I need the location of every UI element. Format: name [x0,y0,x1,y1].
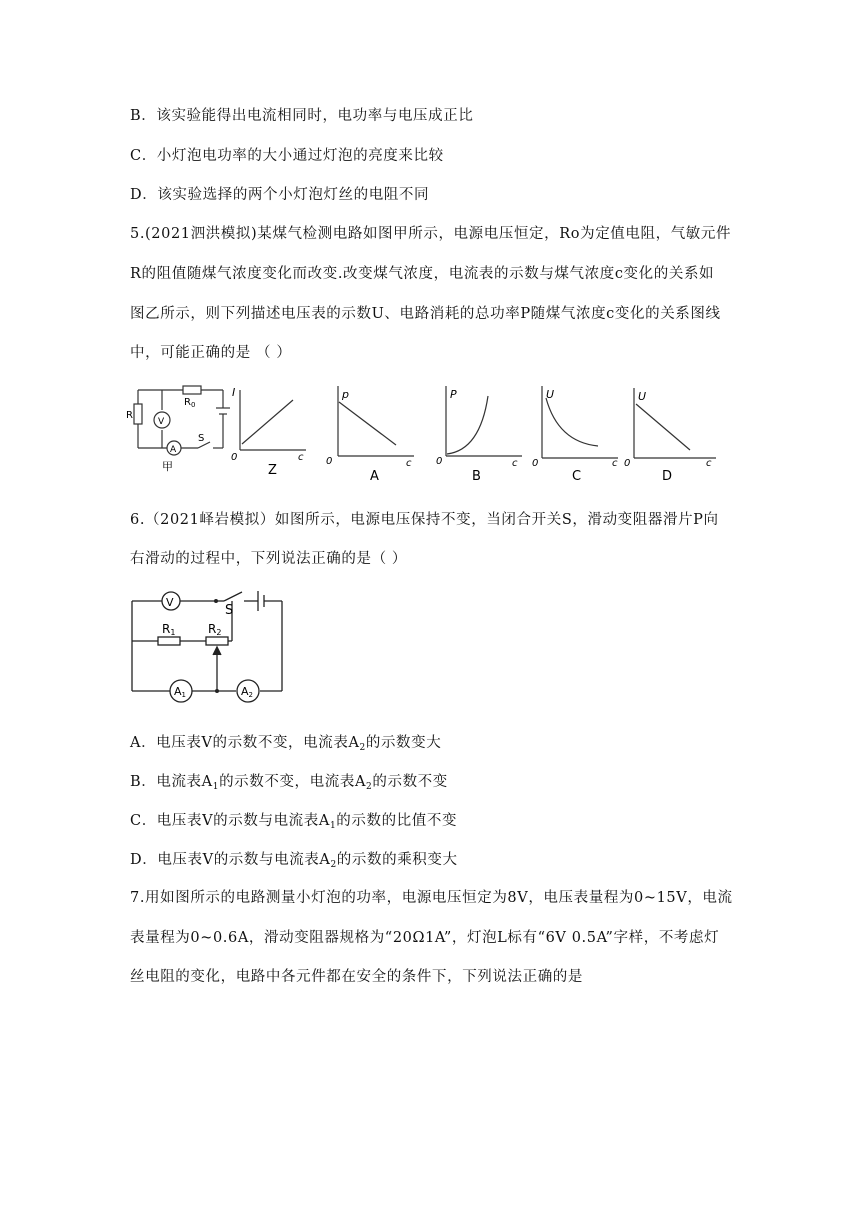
q5-b-caption: B [472,469,481,484]
q5-yi-ylabel: I [232,386,236,399]
q5-c-caption: C [572,469,582,484]
q6-stem-line-1: 6.（2021峄岩模拟）如图所示，电源电压保持不变，当闭合开关S，滑动变阻器滑片P向 [130,512,719,528]
q5-label-r0: $R_0$ [184,397,196,409]
q5-d-xlabel: c [706,458,712,469]
q7-stem-line-3: 丝电阻的变化，电路中各元件都在安全的条件下，下列说法正确的是 [130,969,583,985]
q6-circuit [128,584,298,704]
q4-option-d: D．该实验选择的两个小灯泡灯丝的电阻不同 [130,187,430,203]
q5-a-caption: A [370,469,379,484]
q5-graph-b [446,386,522,456]
q5-a-xlabel: c [406,458,412,469]
q6-junction [215,689,219,693]
q6-label-r2: R2 [208,622,222,637]
q5-yi-caption: Z [268,463,277,478]
q5-stem-line-3: 图乙所示，则下列描述电压表的示数U、电路消耗的总功率P随煤气浓度c变化的关系图线 [130,306,721,322]
q5-label-v: V [158,417,165,427]
q6-label-v: V [166,596,174,609]
q5-graph-yi [240,390,306,450]
q5-b-xlabel: c [512,458,518,469]
q5-a-ylabel: p [342,388,349,401]
q5-yi-xlabel: c [298,452,304,463]
q5-b-origin: 0 [436,456,443,467]
q5-graph-d [634,388,716,458]
q5-c-ylabel: U [546,388,555,401]
q6-option-d: D．电压表V的示数与电流表$A_2$的示数的乘积变大 [130,852,458,870]
q5-a-origin: 0 [326,456,333,467]
q7-stem-line-2: 表量程为0~0.6A，滑动变阻器规格为“20Ω1A”，灯泡L标有“6V 0.5A”字样，不考虑灯 [130,930,720,946]
q6-rheostat-r2 [206,637,228,645]
q6-label-s: S [225,603,234,618]
q5-c-origin: 0 [532,458,539,469]
q5-circuit-jia [134,386,230,448]
q5-label-a: A [170,445,177,455]
q5-label-s: S [198,433,205,444]
q6-label-a2: A2 [241,685,253,699]
q5-stem-line-1: 5.(2021泗洪模拟)某煤气检测电路如图甲所示，电源电压恒定，Ro为定值电阻，气敏元件 [130,226,732,242]
q5-graph-a [338,386,414,456]
q6-junction [214,599,218,603]
q5-d-ylabel: U [638,390,647,403]
q5-c-xlabel: c [612,458,618,469]
q6-resistor-r1 [158,637,180,645]
q5-label-r: R [126,410,133,421]
q5-caption-jia: 甲 [162,460,173,473]
q7-stem-line-1: 7.用如图所示的电路测量小灯泡的功率，电源电压恒定为8V，电压表量程为0~15V，电流 [130,890,733,906]
q5-d-origin: 0 [624,458,631,469]
q5-yi-origin: 0 [231,452,238,463]
q4-option-b: B．该实验能得出电流相同时，电功率与电压成正比 [130,108,474,124]
q6-label-a1: A1 [174,685,186,699]
q6-option-c: C．电压表V的示数与电流表$A_1$的示数的比值不变 [130,813,458,831]
q6-option-a: A．电压表V的示数不变，电流表$A_2$的示数变大 [130,735,442,753]
q5-stem-line-4: 中，可能正确的是 （ ） [130,345,292,361]
q5-d-caption: D [662,469,673,484]
q6-stem-line-2: 右滑动的过程中，下列说法正确的是（ ） [130,551,408,567]
q6-option-b: B．电流表$A_1$的示数不变，电流表$A_2$的示数不变 [130,774,448,792]
q6-label-r1: R1 [162,622,176,637]
q5-figure [128,378,728,482]
q5-b-ylabel: P [450,388,457,401]
q5-stem-line-2: R的阻值随煤气浓度变化而改变.改变煤气浓度，电流表的示数与煤气浓度c变化的关系如 [130,266,715,282]
q4-option-c: C．小灯泡电功率的大小通过灯泡的亮度来比较 [130,148,444,164]
